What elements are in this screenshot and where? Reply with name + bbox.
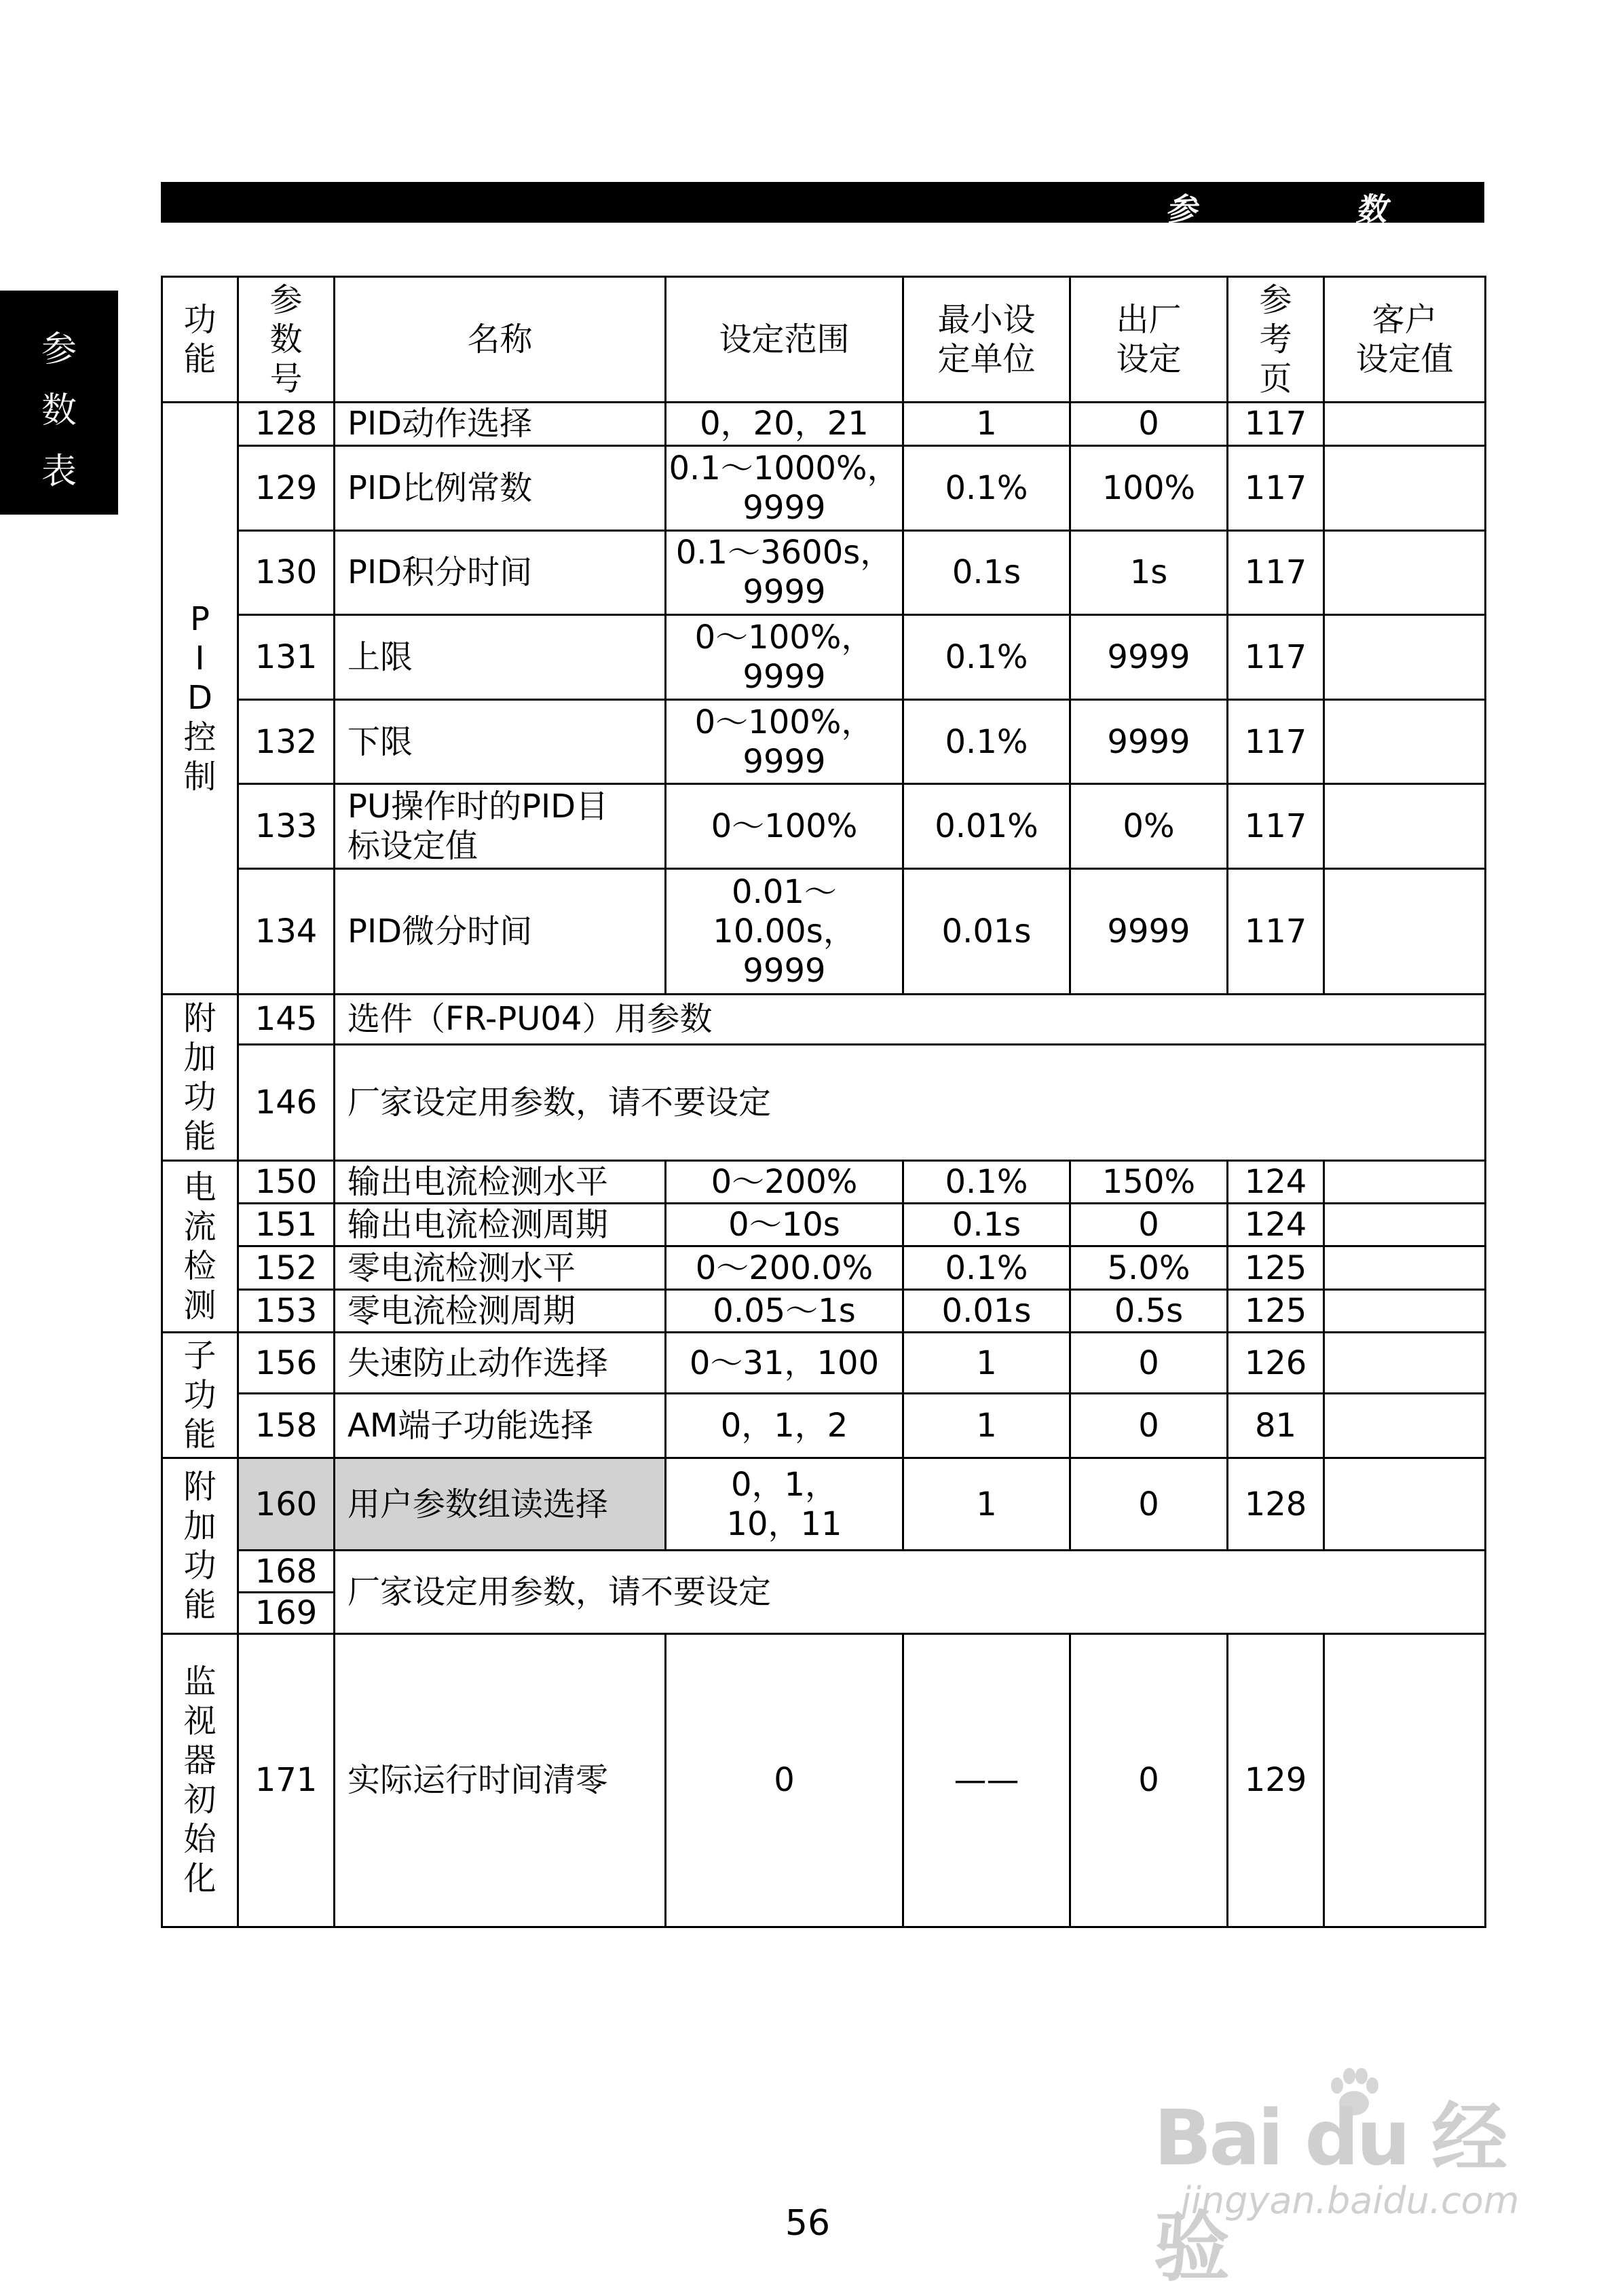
table-row [162, 1332, 1486, 1393]
cell-factory: 9999 [1070, 868, 1228, 994]
table-row [162, 615, 1486, 700]
table-row [162, 1633, 1486, 1927]
header-customer: 客户 设定值 [1324, 277, 1486, 403]
cell-unit: 0.1% [903, 615, 1070, 700]
table-row [162, 1246, 1486, 1289]
watermark [1154, 2064, 1561, 2292]
side-tab-char: 表 [41, 451, 77, 492]
cell-name: PID比例常数 [335, 446, 666, 531]
cell-range: 0～100%， 9999 [666, 615, 903, 700]
cell-factory: 100% [1070, 446, 1228, 531]
cell-unit: 0.01s [903, 1289, 1070, 1332]
cell-unit: 0.1s [903, 530, 1070, 615]
cell-customer[interactable] [1324, 699, 1486, 784]
cell-range: 0～100% [666, 784, 903, 869]
cell-no: 158 [238, 1394, 335, 1458]
cell-unit: 0.01s [903, 868, 1070, 994]
cell-range: 0.1～1000%， 9999 [666, 446, 903, 531]
cell-name: 输出电流检测水平 [335, 1160, 666, 1203]
cell-page: 125 [1228, 1246, 1324, 1289]
cell-customer[interactable] [1324, 1458, 1486, 1551]
cell-page: 117 [1228, 699, 1324, 784]
cell-page: 117 [1228, 530, 1324, 615]
cell-name-span: 选件（FR-PU04）用参数 [335, 994, 1486, 1044]
header-ref-page: 参 考 页 [1228, 277, 1324, 403]
cell-unit: 0.1% [903, 1246, 1070, 1289]
cell-page: 125 [1228, 1289, 1324, 1332]
watermark-url: jingyan.baidu.com [1181, 2179, 1520, 2222]
cell-customer[interactable] [1324, 530, 1486, 615]
cell-unit: 1 [903, 1332, 1070, 1393]
table-row [162, 784, 1486, 869]
cell-name-span: 厂家设定用参数，请不要设定 [335, 1551, 1486, 1634]
group-monitor-init: 监 视 器 初 始 化 [162, 1633, 238, 1927]
side-tab-parameter-table [0, 291, 118, 515]
cell-factory: 9999 [1070, 699, 1228, 784]
cell-name: PID积分时间 [335, 530, 666, 615]
cell-no: 131 [238, 615, 335, 700]
cell-name: 零电流检测水平 [335, 1246, 666, 1289]
cell-range: 0，1，2 [666, 1394, 903, 1458]
header-function: 功 能 [162, 277, 238, 403]
cell-range: 0，20，21 [666, 402, 903, 445]
cell-no: 134 [238, 868, 335, 994]
cell-name: 下限 [335, 699, 666, 784]
table-row [162, 1394, 1486, 1458]
table-row [162, 1204, 1486, 1246]
side-tab-char: 参 [41, 329, 77, 370]
cell-customer[interactable] [1324, 1246, 1486, 1289]
cell-no: 156 [238, 1332, 335, 1393]
cell-factory: 0 [1070, 1394, 1228, 1458]
cell-range: 0，1， 10，11 [666, 1458, 903, 1551]
table-row [162, 1551, 1486, 1592]
cell-unit: 0.1% [903, 699, 1070, 784]
cell-name: PID微分时间 [335, 868, 666, 994]
cell-customer[interactable] [1324, 868, 1486, 994]
cell-no: 129 [238, 446, 335, 531]
cell-unit: —— [903, 1633, 1070, 1927]
table-header-row [162, 277, 1486, 403]
cell-customer[interactable] [1324, 1289, 1486, 1332]
cell-page: 117 [1228, 784, 1324, 869]
cell-customer[interactable] [1324, 615, 1486, 700]
section-header-bar [161, 182, 1484, 227]
cell-name: 失速防止动作选择 [335, 1332, 666, 1393]
cell-no: 128 [238, 402, 335, 445]
cell-page: 117 [1228, 868, 1324, 994]
table-row [162, 1160, 1486, 1203]
cell-range: 0～200.0% [666, 1246, 903, 1289]
cell-name: AM端子功能选择 [335, 1394, 666, 1458]
cell-page: 129 [1228, 1633, 1324, 1927]
cell-no: 160 [238, 1458, 335, 1551]
side-tab-char: 数 [41, 390, 77, 431]
header-title-left: 参 [1165, 191, 1197, 227]
cell-customer[interactable] [1324, 1204, 1486, 1246]
cell-page: 128 [1228, 1458, 1324, 1551]
parameter-table [161, 276, 1484, 1928]
cell-range: 0 [666, 1633, 903, 1927]
watermark-logo: Bai du 经验 [1154, 2094, 1505, 2292]
cell-range: 0～200% [666, 1160, 903, 1203]
table-row [162, 699, 1486, 784]
cell-factory: 150% [1070, 1160, 1228, 1203]
cell-range: 0.01～ 10.00s， 9999 [666, 868, 903, 994]
cell-factory: 0 [1070, 1458, 1228, 1551]
cell-unit: 0.1% [903, 1160, 1070, 1203]
header-param-no: 参 数 号 [238, 277, 335, 403]
cell-page: 117 [1228, 402, 1324, 445]
cell-customer[interactable] [1324, 446, 1486, 531]
cell-factory: 0 [1070, 402, 1228, 445]
cell-range: 0～100%， 9999 [666, 699, 903, 784]
cell-name: PID动作选择 [335, 402, 666, 445]
cell-page: 81 [1228, 1394, 1324, 1458]
page-number: 56 [785, 2203, 831, 2244]
header-min-unit: 最小设 定单位 [903, 277, 1070, 403]
cell-no: 145 [238, 994, 335, 1044]
cell-range: 0～31，100 [666, 1332, 903, 1393]
cell-page: 124 [1228, 1160, 1324, 1203]
cell-no: 151 [238, 1204, 335, 1246]
group-current-detection: 电 流 检 测 [162, 1160, 238, 1332]
cell-unit: 1 [903, 1458, 1070, 1551]
cell-no: 171 [238, 1633, 335, 1927]
group-sub-function: 子 功 能 [162, 1332, 238, 1458]
cell-customer[interactable] [1324, 1160, 1486, 1203]
cell-factory: 1s [1070, 530, 1228, 615]
header-factory: 出厂 设定 [1070, 277, 1228, 403]
cell-name: 输出电流检测周期 [335, 1204, 666, 1246]
cell-name-span: 厂家设定用参数，请不要设定 [335, 1045, 1486, 1161]
cell-customer[interactable] [1324, 1633, 1486, 1927]
cell-customer[interactable] [1324, 402, 1486, 445]
cell-factory: 9999 [1070, 615, 1228, 700]
cell-customer[interactable] [1324, 1332, 1486, 1393]
cell-customer[interactable] [1324, 784, 1486, 869]
cell-name: 上限 [335, 615, 666, 700]
cell-no: 132 [238, 699, 335, 784]
cell-name: PU操作时的PID目 标设定值 [335, 784, 666, 869]
cell-unit: 0.01% [903, 784, 1070, 869]
table-row [162, 1045, 1486, 1161]
table-row [162, 1458, 1486, 1551]
table-row [162, 530, 1486, 615]
cell-range: 0.05～1s [666, 1289, 903, 1332]
cell-no: 133 [238, 784, 335, 869]
cell-customer[interactable] [1324, 1394, 1486, 1458]
cell-unit: 0.1s [903, 1204, 1070, 1246]
table-row [162, 994, 1486, 1044]
header-name: 名称 [335, 277, 666, 403]
cell-no: 146 [238, 1045, 335, 1161]
cell-factory: 0.5s [1070, 1289, 1228, 1332]
group-aux-2: 附 加 功 能 [162, 1458, 238, 1633]
cell-no: 153 [238, 1289, 335, 1332]
cell-name: 用户参数组读选择 [335, 1458, 666, 1551]
cell-factory: 5.0% [1070, 1246, 1228, 1289]
cell-factory: 0 [1070, 1633, 1228, 1927]
header-title-right: 数 [1355, 191, 1387, 227]
cell-unit: 1 [903, 1394, 1070, 1458]
cell-unit: 1 [903, 402, 1070, 445]
cell-factory: 0 [1070, 1332, 1228, 1393]
cell-range: 0.1～3600s， 9999 [666, 530, 903, 615]
cell-factory: 0% [1070, 784, 1228, 869]
cell-no: 130 [238, 530, 335, 615]
cell-no: 168 [238, 1551, 335, 1592]
table-row [162, 446, 1486, 531]
cell-no: 150 [238, 1160, 335, 1203]
cell-no: 169 [238, 1592, 335, 1633]
cell-page: 117 [1228, 615, 1324, 700]
cell-range: 0～10s [666, 1204, 903, 1246]
table-row [162, 402, 1486, 445]
cell-name: 实际运行时间清零 [335, 1633, 666, 1927]
cell-page: 117 [1228, 446, 1324, 531]
cell-name: 零电流检测周期 [335, 1289, 666, 1332]
header-range: 设定范围 [666, 277, 903, 403]
cell-page: 124 [1228, 1204, 1324, 1246]
group-pid: P I D 控 制 [162, 402, 238, 994]
cell-page: 126 [1228, 1332, 1324, 1393]
cell-factory: 0 [1070, 1204, 1228, 1246]
cell-no: 152 [238, 1246, 335, 1289]
table-row [162, 868, 1486, 994]
table-row [162, 1289, 1486, 1332]
group-aux-1: 附 加 功 能 [162, 994, 238, 1160]
cell-unit: 0.1% [903, 446, 1070, 531]
